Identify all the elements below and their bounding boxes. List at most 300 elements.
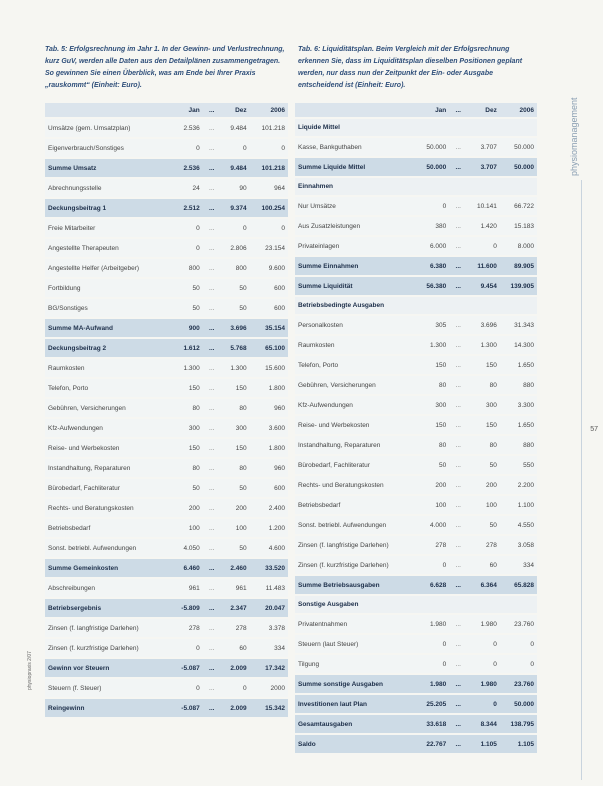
column-header: Jan [417, 103, 450, 117]
table-row [295, 356, 537, 374]
row-value: 0 [171, 639, 203, 657]
table-row [45, 359, 288, 377]
row-value: ... [449, 615, 467, 633]
row-label: Instandhaltung, Reparaturen [295, 436, 417, 454]
row-label: Kfz-Aufwendungen [295, 396, 417, 414]
summary-row [295, 158, 537, 176]
row-value: 2.009 [221, 699, 250, 717]
row-value: ... [203, 399, 221, 417]
table-row [45, 399, 288, 417]
row-label: Deckungsbeitrag 1 [45, 199, 171, 217]
table-row [45, 459, 288, 477]
row-value: 50 [171, 479, 203, 497]
row-value: ... [203, 519, 221, 537]
row-label: Bürobedarf, Fachliteratur [45, 479, 171, 497]
row-value: 3.058 [500, 536, 537, 554]
section-label: physiomanagement [569, 97, 579, 176]
row-value: 60 [467, 556, 500, 574]
row-value: 305 [417, 316, 450, 334]
summary-row [45, 699, 288, 717]
row-value: 6.364 [467, 576, 500, 594]
row-value: 6.460 [171, 559, 203, 577]
table-row [295, 436, 537, 454]
row-value: 100 [221, 519, 250, 537]
summary-row [295, 695, 537, 713]
row-value [500, 119, 537, 136]
row-value: 1.100 [500, 496, 537, 514]
row-value: 50 [171, 279, 203, 297]
row-label: Angestellte Therapeuten [45, 239, 171, 257]
row-value: 150 [171, 379, 203, 397]
row-label: Betriebsbedingte Ausgaben [295, 297, 417, 314]
row-value: 2.400 [250, 499, 288, 517]
row-label: Summe Einnahmen [295, 257, 417, 275]
row-value: ... [203, 419, 221, 437]
row-label: Betriebsergebnis [45, 599, 171, 617]
table-row [45, 499, 288, 517]
row-value: 961 [221, 579, 250, 597]
row-label: Umsätze (gem. Umsatzplan) [45, 119, 171, 137]
column-header: Dez [467, 103, 500, 117]
row-value: ... [203, 359, 221, 377]
row-label: Steuern (f. Steuer) [45, 679, 171, 697]
caption-right: Tab. 6: Liquiditätsplan. Beim Vergleich mit der Erfolgsrechnung erkennen Sie, dass im Liquiditätsplan dieselben Positionen geplant werden, nur dass nun der Zeitpunkt der Ein- oder Ausgabe entscheidend ist (Einheit: Euro). [298, 46, 523, 89]
row-value: 17.342 [250, 659, 288, 677]
row-value: 6.380 [417, 257, 450, 275]
summary-row [45, 319, 288, 337]
row-value: ... [449, 277, 467, 295]
table-row [295, 635, 537, 653]
column-header: ... [203, 103, 221, 117]
row-value: 2.536 [171, 119, 203, 137]
row-value: 278 [171, 619, 203, 637]
row-value: 1.650 [500, 356, 537, 374]
row-value: 550 [500, 456, 537, 474]
row-value: ... [449, 197, 467, 215]
row-value: 1.980 [467, 675, 500, 693]
row-value [500, 596, 537, 613]
row-label: Gebühren, Versicherungen [295, 376, 417, 394]
row-label: Freie Mitarbeiter [45, 219, 171, 237]
table-row [295, 138, 537, 156]
row-label: Zinsen (f. kurzfristige Darlehen) [45, 639, 171, 657]
row-value: 50 [467, 456, 500, 474]
table-row [45, 539, 288, 557]
row-value: 9.600 [250, 259, 288, 277]
row-value [467, 119, 500, 136]
row-value: ... [449, 456, 467, 474]
table-row [45, 259, 288, 277]
row-value: 1.300 [467, 336, 500, 354]
row-value: ... [449, 416, 467, 434]
row-value: 150 [221, 379, 250, 397]
row-value: 3.300 [500, 396, 537, 414]
row-value: ... [203, 639, 221, 657]
row-value: -5.087 [171, 659, 203, 677]
row-value: 8.344 [467, 715, 500, 733]
row-value: 2.009 [221, 659, 250, 677]
row-label: Betriebsbedarf [45, 519, 171, 537]
row-value: 3.696 [221, 319, 250, 337]
row-value: 31.343 [500, 316, 537, 334]
row-value: 80 [467, 376, 500, 394]
row-value: ... [449, 715, 467, 733]
table-row [295, 655, 537, 673]
row-value: ... [449, 396, 467, 414]
row-label: Summe Liquidität [295, 277, 417, 295]
table-row [295, 336, 537, 354]
row-label: Zinsen (f. langfristige Darlehen) [45, 619, 171, 637]
row-value: 14.300 [500, 336, 537, 354]
table-row [45, 679, 288, 697]
row-value: 66.722 [500, 197, 537, 215]
row-value: 50 [417, 456, 450, 474]
row-label: Investitionen laut Plan [295, 695, 417, 713]
summary-row [45, 339, 288, 357]
row-value: 1.980 [467, 615, 500, 633]
row-value: 10.141 [467, 197, 500, 215]
column-header: Dez [221, 103, 250, 117]
row-value: ... [449, 376, 467, 394]
row-value: 4.000 [417, 516, 450, 534]
row-value: 2000 [250, 679, 288, 697]
table-row [45, 239, 288, 257]
row-value: ... [203, 539, 221, 557]
row-value: 1.650 [500, 416, 537, 434]
summary-row [45, 659, 288, 677]
row-value: 278 [467, 536, 500, 554]
summary-row [45, 599, 288, 617]
row-value: 100 [467, 496, 500, 514]
row-value: ... [203, 179, 221, 197]
row-value: ... [449, 655, 467, 673]
row-value: ... [203, 319, 221, 337]
table-row [45, 299, 288, 317]
row-value: 3.600 [250, 419, 288, 437]
sidebar-label [567, 88, 581, 178]
table-row [295, 516, 537, 534]
row-label: Gesamtausgaben [295, 715, 417, 733]
row-value: 11.600 [467, 257, 500, 275]
row-value: 150 [467, 356, 500, 374]
row-value: ... [203, 679, 221, 697]
row-value: 1.420 [467, 217, 500, 235]
row-value [417, 119, 450, 136]
row-value [449, 596, 467, 613]
row-label: Privatentnahmen [295, 615, 417, 633]
row-value: ... [203, 279, 221, 297]
table-row [45, 519, 288, 537]
row-value: 1.980 [417, 615, 450, 633]
row-value: 1.612 [171, 339, 203, 357]
row-label: Fortbildung [45, 279, 171, 297]
row-value: 960 [250, 459, 288, 477]
row-value: ... [203, 459, 221, 477]
row-label: Liquide Mittel [295, 119, 417, 136]
footer-credit: physiopraxis 2/07 [27, 651, 33, 690]
table-row [45, 219, 288, 237]
row-label: Sonstige Ausgaben [295, 596, 417, 613]
summary-row [295, 715, 537, 733]
row-value: 1.300 [417, 336, 450, 354]
table-row [45, 279, 288, 297]
row-value: ... [203, 619, 221, 637]
row-value [500, 178, 537, 195]
table-row [295, 615, 537, 633]
row-label: Summe Gemeinkosten [45, 559, 171, 577]
row-value: ... [203, 439, 221, 457]
row-value: ... [203, 119, 221, 137]
row-value: 80 [221, 459, 250, 477]
row-value: ... [203, 579, 221, 597]
row-value [417, 297, 450, 314]
header-blank-cell [45, 103, 171, 117]
row-value: 0 [171, 219, 203, 237]
row-value: 1.200 [250, 519, 288, 537]
table-row [45, 179, 288, 197]
row-value: 50 [221, 479, 250, 497]
row-value: 0 [221, 219, 250, 237]
row-value: 9.374 [221, 199, 250, 217]
table-row [45, 579, 288, 597]
row-label: Summe Liquide Mittel [295, 158, 417, 176]
row-value: ... [449, 635, 467, 653]
row-value: 800 [221, 259, 250, 277]
table-row [295, 197, 537, 215]
row-value: 2.460 [221, 559, 250, 577]
row-label: Raumkosten [295, 336, 417, 354]
row-value: 0 [417, 655, 450, 673]
row-value: 9.454 [467, 277, 500, 295]
row-value: 150 [467, 416, 500, 434]
row-value: ... [449, 556, 467, 574]
row-value: ... [449, 675, 467, 693]
row-value: 300 [467, 396, 500, 414]
row-value: -5.809 [171, 599, 203, 617]
row-value: 3.696 [467, 316, 500, 334]
row-label: Abschreibungen [45, 579, 171, 597]
row-value: 0 [500, 655, 537, 673]
row-label: Reise- und Werbekosten [295, 416, 417, 434]
row-label: Rechts- und Beratungskosten [45, 499, 171, 517]
row-value: 5.768 [221, 339, 250, 357]
row-value: 0 [417, 556, 450, 574]
row-value: 4.050 [171, 539, 203, 557]
table-row [295, 376, 537, 394]
row-value: 23.760 [500, 615, 537, 633]
row-value: 1.300 [221, 359, 250, 377]
row-label: Reise- und Werbekosten [45, 439, 171, 457]
row-value: 80 [221, 399, 250, 417]
summary-row [295, 576, 537, 594]
table-row [45, 139, 288, 157]
row-value: 138.795 [500, 715, 537, 733]
row-value: 380 [417, 217, 450, 235]
row-value: 961 [171, 579, 203, 597]
row-value: ... [449, 237, 467, 255]
row-value: 50.000 [500, 158, 537, 176]
row-value [417, 596, 450, 613]
row-label: Angestellte Helfer (Arbeitgeber) [45, 259, 171, 277]
row-value: 11.483 [250, 579, 288, 597]
row-value: 4.600 [250, 539, 288, 557]
column-header: 2006 [500, 103, 537, 117]
row-value: ... [449, 516, 467, 534]
row-value: 25.205 [417, 695, 450, 713]
row-label: Summe sonstige Ausgaben [295, 675, 417, 693]
row-label: Sonst. betriebl. Aufwendungen [295, 516, 417, 534]
row-value: 50.000 [417, 138, 450, 156]
row-value: 2.536 [171, 159, 203, 177]
row-value: 2.200 [500, 476, 537, 494]
row-value: 50 [221, 539, 250, 557]
row-value: 50 [171, 299, 203, 317]
row-value: 150 [221, 439, 250, 457]
row-value [500, 297, 537, 314]
row-value: 65.100 [250, 339, 288, 357]
row-value: 6.000 [417, 237, 450, 255]
row-value: 964 [250, 179, 288, 197]
row-value: 150 [171, 439, 203, 457]
row-value: 80 [171, 399, 203, 417]
row-value: 0 [467, 635, 500, 653]
table-header-row [295, 103, 537, 117]
table-row [45, 639, 288, 657]
row-value: ... [449, 138, 467, 156]
row-value [467, 297, 500, 314]
row-value [467, 596, 500, 613]
row-value: ... [449, 316, 467, 334]
row-value: 3.707 [467, 158, 500, 176]
row-value: 600 [250, 279, 288, 297]
table-row [45, 119, 288, 137]
table-row [295, 237, 537, 255]
table-row [295, 476, 537, 494]
row-value: ... [203, 499, 221, 517]
row-value: ... [203, 199, 221, 217]
row-label: Eigenverbrauch/Sonstiges [45, 139, 171, 157]
table-row [295, 456, 537, 474]
row-value: 0 [250, 219, 288, 237]
row-label: Rechts- und Beratungskosten [295, 476, 417, 494]
row-value: ... [203, 159, 221, 177]
row-value: 139.905 [500, 277, 537, 295]
row-value: 1.800 [250, 379, 288, 397]
row-value: 0 [221, 139, 250, 157]
row-label: Gebühren, Versicherungen [45, 399, 171, 417]
row-value: 0 [171, 679, 203, 697]
header-blank-cell [295, 103, 417, 117]
summary-row [45, 559, 288, 577]
row-value: 334 [250, 639, 288, 657]
row-value: 15.342 [250, 699, 288, 717]
column-header: 2006 [250, 103, 288, 117]
row-value: 20.047 [250, 599, 288, 617]
row-value: ... [203, 299, 221, 317]
summary-row [295, 277, 537, 295]
row-value: 1.800 [250, 439, 288, 457]
row-label: Summe Umsatz [45, 159, 171, 177]
row-value: 300 [221, 419, 250, 437]
row-value: 0 [171, 139, 203, 157]
summary-row [45, 199, 288, 217]
row-value: 150 [417, 416, 450, 434]
row-label: Deckungsbeitrag 2 [45, 339, 171, 357]
row-value: 35.154 [250, 319, 288, 337]
table-row [295, 396, 537, 414]
row-label: Telefon, Porto [295, 356, 417, 374]
row-label: Zinsen (f. kurzfristige Darlehen) [295, 556, 417, 574]
table-row [295, 556, 537, 574]
row-value: 15.600 [250, 359, 288, 377]
row-value: 24 [171, 179, 203, 197]
row-label: Saldo [295, 735, 417, 753]
row-value: ... [449, 496, 467, 514]
summary-row [295, 257, 537, 275]
row-value: 150 [417, 356, 450, 374]
row-label: Reingewinn [45, 699, 171, 717]
row-value: 101.218 [250, 159, 288, 177]
row-value: ... [203, 479, 221, 497]
row-label: Gewinn vor Steuern [45, 659, 171, 677]
row-label: Kfz-Aufwendungen [45, 419, 171, 437]
row-value: 880 [500, 376, 537, 394]
row-value: 50 [467, 516, 500, 534]
row-value: 2.347 [221, 599, 250, 617]
row-value: 89.905 [500, 257, 537, 275]
row-value: 1.105 [467, 735, 500, 753]
row-value: 50.000 [500, 138, 537, 156]
row-value: 334 [500, 556, 537, 574]
row-label: Zinsen (f. langfristige Darlehen) [295, 536, 417, 554]
row-value: 9.484 [221, 159, 250, 177]
table-row [45, 419, 288, 437]
row-value: 880 [500, 436, 537, 454]
row-value: 0 [500, 635, 537, 653]
row-label: Abrechnungsstelle [45, 179, 171, 197]
row-label: Tilgung [295, 655, 417, 673]
row-value [449, 119, 467, 136]
row-value: 200 [171, 499, 203, 517]
row-label: Privateinlagen [295, 237, 417, 255]
divider-line [581, 180, 582, 780]
table-row [295, 416, 537, 434]
row-label: Instandhaltung, Reparaturen [45, 459, 171, 477]
summary-row [45, 159, 288, 177]
row-value: 6.628 [417, 576, 450, 594]
row-label: Bürobedarf, Fachliteratur [295, 456, 417, 474]
row-value: 0 [417, 197, 450, 215]
caption-left: Tab. 5: Erfolgsrechnung im Jahr 1. In der Gewinn- und Verlustrechnung, kurz GuV, werden alle Daten aus den Detailplänen zusammengetragen. So gewinnen Sie einen Überblick, was am Ende bei Ihrer Praxis „rauskommt“ (Einheit: Euro). [45, 46, 285, 89]
row-value: ... [449, 536, 467, 554]
row-value: 9.484 [221, 119, 250, 137]
table-row [45, 479, 288, 497]
row-value: 1.300 [171, 359, 203, 377]
row-value: 80 [417, 436, 450, 454]
row-value: 600 [250, 479, 288, 497]
row-value: 100.254 [250, 199, 288, 217]
row-value [449, 297, 467, 314]
row-value: 0 [221, 679, 250, 697]
row-value: ... [203, 339, 221, 357]
row-value: ... [449, 158, 467, 176]
row-value: ... [203, 259, 221, 277]
row-value: 80 [467, 436, 500, 454]
row-value: ... [449, 336, 467, 354]
row-value: 65.828 [500, 576, 537, 594]
row-value: 100 [417, 496, 450, 514]
row-value: 60 [221, 639, 250, 657]
